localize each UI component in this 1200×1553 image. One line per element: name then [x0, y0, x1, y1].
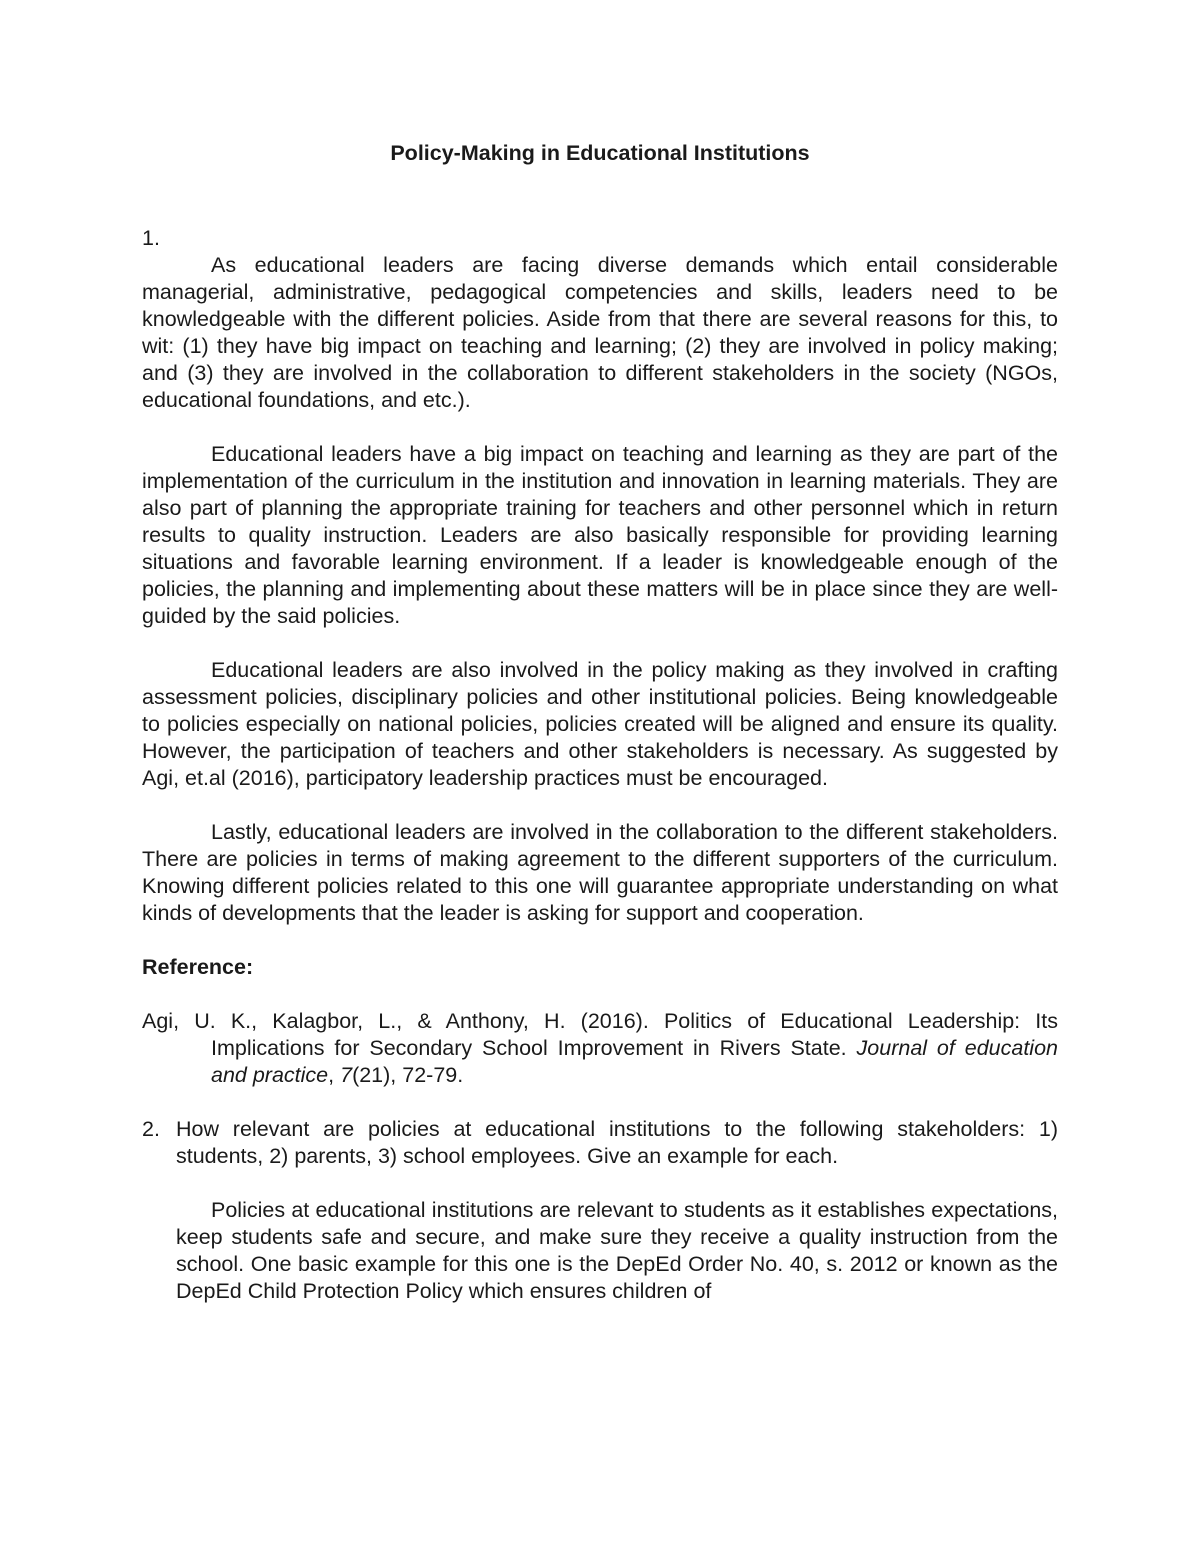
question-1-number: 1.	[142, 226, 160, 250]
q1-paragraph-1: As educational leaders are facing diverse demands which entail considerable managerial, administrative, pedagogical competencies and skills, leaders need to be knowledgeable with the different policies. Aside from that there are several reasons for this, to wit: (1) they have big impact on teaching and learning; (2) they are involved in policy making; and (3) they are involved in the collaboration to different stakeholders in the society (NGOs, educational foundations, and etc.).	[142, 253, 1058, 412]
question-2-text: How relevant are policies at educational institutions to the following stakeholders: 1) students, 2) parents, 3) school employees. Give an example for each.	[176, 1117, 1058, 1168]
q1-paragraph-3: Educational leaders are also involved in the policy making as they involved in crafting assessment policies, disciplinary policies and other institutional policies. Being knowledgeable to policies especially on national policies, policies created will be aligned and ensure its quality. However, the participation of teachers and other stakeholders is necessary. As suggested by Agi, et.al (2016), participatory leadership practices must be encouraged.	[142, 658, 1058, 790]
reference-heading: Reference:	[142, 955, 254, 979]
reference-separator: ,	[328, 1063, 341, 1087]
document-title: Policy-Making in Educational Institutions	[390, 141, 810, 165]
reference-issue-pages: (21), 72-79.	[352, 1063, 464, 1087]
reference-entry	[142, 1008, 1058, 1089]
q1-paragraph-4: Lastly, educational leaders are involved in the collaboration to the different stakeholders. There are policies in terms of making agreement to the different supporters of the curriculum. Knowing different policies related to this one will guarantee appropriate understanding on what kinds of developments that the leader is asking for support and cooperation.	[142, 820, 1058, 925]
document-page	[142, 140, 1058, 1305]
q1-paragraph-2: Educational leaders have a big impact on teaching and learning as they are part of the implementation of the curriculum in the institution and innovation in learning materials. They are also part of planning the appropriate training for teachers and other personnel which in return results to quality instruction. Leaders are also basically responsible for providing learning situations and favorable learning environment. If a leader is knowledgeable enough of the policies, the planning and implementing about these matters will be in place since they are well-guided by the said policies.	[142, 442, 1058, 628]
question-2-number: 2.	[142, 1117, 160, 1141]
reference-volume: 7	[340, 1063, 353, 1087]
question-2	[142, 1116, 1058, 1170]
q2-answer-paragraph: Policies at educational institutions are relevant to students as it establishes expectations, keep students safe and secure, and make sure they receive a quality instruction from the school. One basic example for this one is the DepEd Order No. 40, s. 2012 or known as the DepEd Child Protection Policy which ensures children of	[176, 1198, 1058, 1303]
reference-journal: Journal of education and practice	[211, 1036, 1058, 1087]
reference-authors-title: Agi, U. K., Kalagbor, L., & Anthony, H. (2016). Politics of Educational Leadership: Its Implications for Secondary School Improvement in Rivers State.	[142, 1009, 1058, 1060]
